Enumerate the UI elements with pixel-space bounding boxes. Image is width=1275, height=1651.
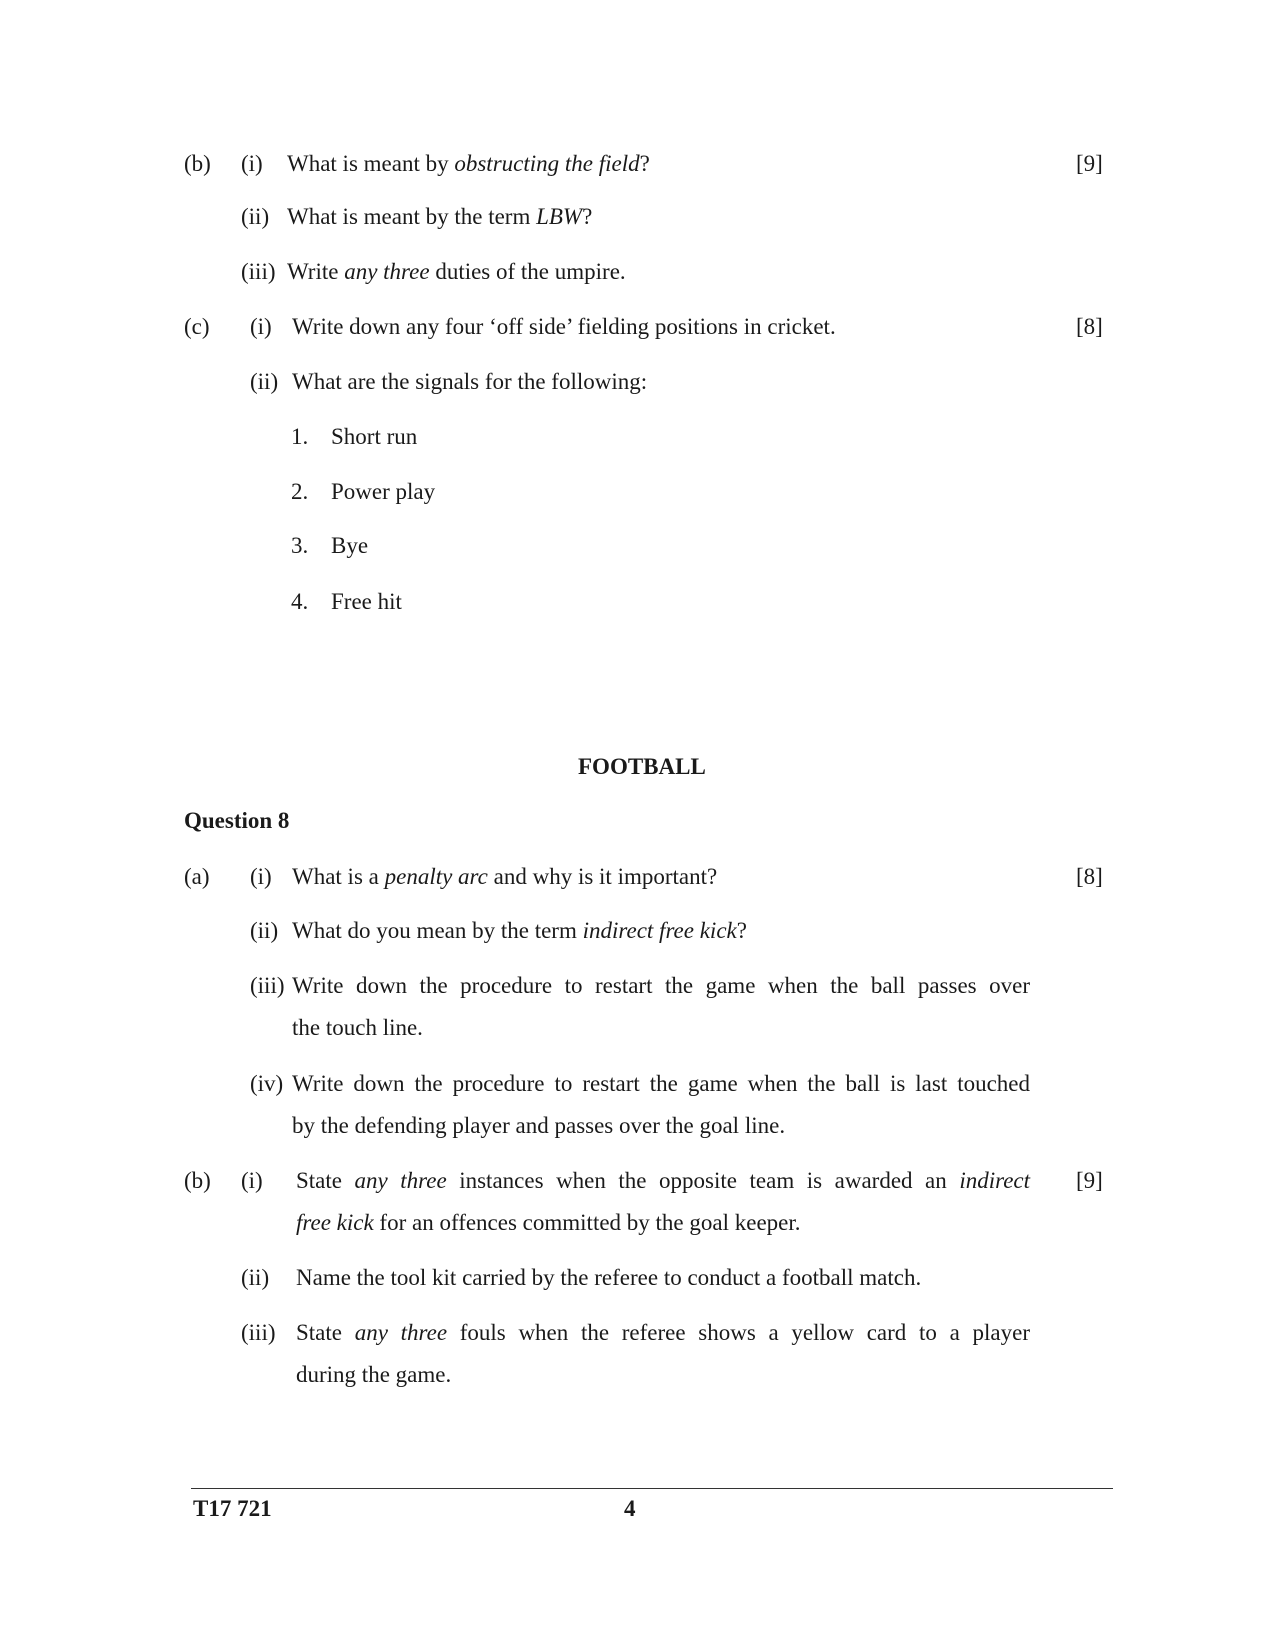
question-text-line: Write down the procedure to restart the game when the ball is last touched — [292, 1071, 1030, 1096]
item-number: (ii) — [241, 1265, 270, 1290]
item-number: (i) — [250, 864, 272, 889]
question-text: What do you mean by the term indirect free kick? — [292, 918, 747, 943]
part-b-label: (b) — [184, 151, 211, 176]
list-item: Power play — [331, 479, 436, 504]
question-text-line: State any three fouls when the referee shows a yellow card to a player — [296, 1320, 1030, 1345]
list-item: Short run — [331, 424, 418, 449]
item-number: (i) — [241, 1168, 263, 1193]
part-a-marks: [8] — [1076, 864, 1103, 889]
question-text-line: free kick for an offences committed by the goal keeper. — [296, 1210, 801, 1235]
question-title: Question 8 — [184, 808, 290, 833]
question-text: What are the signals for the following: — [292, 369, 648, 394]
question-text: Write down any four ‘off side’ fielding positions in cricket. — [292, 314, 836, 339]
item-number: (ii) — [241, 204, 270, 229]
item-number: (ii) — [250, 918, 279, 943]
paper-code: T17 721 — [193, 1496, 272, 1521]
section-heading: FOOTBALL — [578, 754, 706, 779]
question-text: What is meant by the term LBW? — [287, 204, 593, 229]
item-number: (iii) — [250, 973, 285, 998]
part-b-marks: [9] — [1076, 1168, 1103, 1193]
item-number: (iv) — [250, 1071, 284, 1096]
question-text-line: during the game. — [296, 1362, 452, 1387]
question-text: Name the tool kit carried by the referee to conduct a football match. — [296, 1265, 922, 1290]
question-text: Write any three duties of the umpire. — [287, 259, 626, 284]
item-number: (iii) — [241, 259, 276, 284]
part-b-marks: [9] — [1076, 151, 1103, 176]
list-number: 1. — [291, 424, 309, 449]
question-text-line: the touch line. — [292, 1015, 423, 1040]
page-number: 4 — [624, 1496, 636, 1521]
part-c-marks: [8] — [1076, 314, 1103, 339]
list-item: Bye — [331, 533, 369, 558]
question-text-line: Write down the procedure to restart the game when the ball passes over — [292, 973, 1030, 998]
item-number: (iii) — [241, 1320, 276, 1345]
list-item: Free hit — [331, 589, 402, 614]
question-text-line: State any three instances when the opposite team is awarded an indirect — [296, 1168, 1030, 1193]
question-text: What is meant by obstructing the field? — [287, 151, 650, 176]
part-a-label: (a) — [184, 864, 210, 889]
item-number: (i) — [241, 151, 263, 176]
question-text: What is a penalty arc and why is it important? — [292, 864, 718, 889]
part-b-label: (b) — [184, 1168, 211, 1193]
part-c-label: (c) — [184, 314, 210, 339]
item-number: (i) — [250, 314, 272, 339]
footer-divider — [191, 1488, 1113, 1489]
list-number: 4. — [291, 589, 309, 614]
item-number: (ii) — [250, 369, 279, 394]
question-text-line: by the defending player and passes over the goal line. — [292, 1113, 786, 1138]
list-number: 2. — [291, 479, 309, 504]
list-number: 3. — [291, 533, 309, 558]
